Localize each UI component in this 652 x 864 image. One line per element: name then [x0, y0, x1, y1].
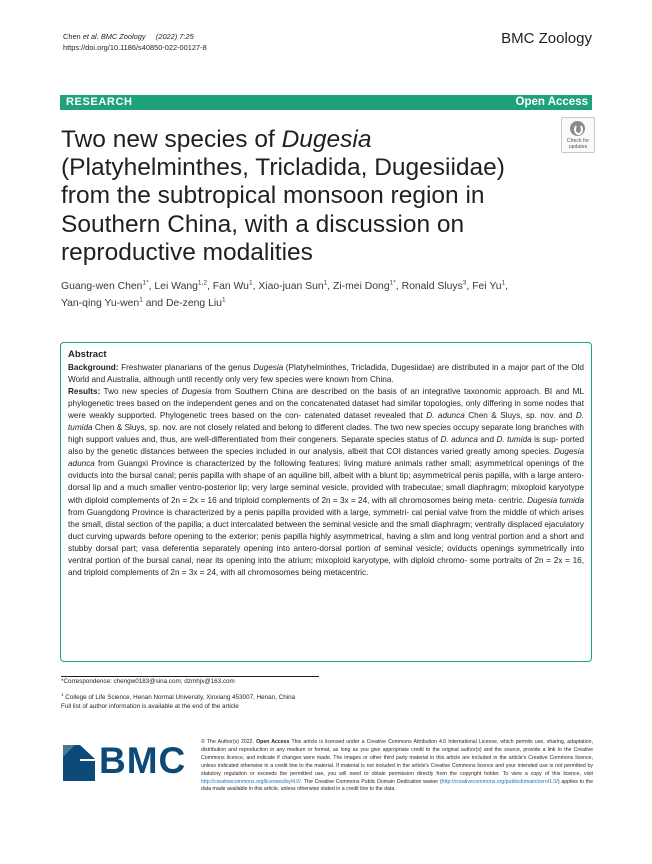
author-name[interactable]: Fan Wu	[212, 281, 249, 292]
author-name[interactable]: Lei Wang	[154, 281, 198, 292]
author-list: Guang-wen Chen$^{1*}$, Lei Wang$^{1,2}$, Fan Wu$^1$, Xiao-juan Sun$^1$, Zi-mei Dong$^{1*}$, Ronald Sluys$^3$, Fei Yu$^1$, Yan-qing Yu-wen$^1$ and De-zeng Liu$^1$	[61, 279, 508, 309]
article-type-label: RESEARCH	[66, 96, 133, 108]
citation-author: Chen	[63, 32, 83, 41]
results-label: Results:	[68, 387, 101, 397]
citation-year-volume: (2022) 7:25	[155, 32, 194, 41]
abstract-box	[60, 342, 592, 662]
article-type-banner	[60, 95, 592, 110]
author-name[interactable]: Zi-mei Dong	[333, 281, 390, 292]
public-domain-link[interactable]: http://creativecommons.org/publicdomain/zero/1.0/	[441, 778, 558, 785]
full-author-info-note: Full list of author information is available at the end of the article	[61, 702, 239, 710]
open-access-label: Open Access	[515, 96, 588, 108]
footnote-divider	[61, 676, 319, 677]
check-for-updates-badge[interactable]	[561, 117, 595, 153]
author-affiliation-marker: 1*	[389, 279, 396, 287]
doi-link[interactable]: https://doi.org/10.1186/s40850-022-00127-8	[63, 43, 207, 52]
title-genus: Dugesia	[281, 126, 372, 153]
author-name[interactable]: Fei Yu	[472, 281, 502, 292]
check-for-updates-label: Check for updates	[566, 138, 590, 150]
abstract-heading: Abstract	[68, 349, 107, 360]
author-affiliation-marker: 1	[501, 279, 506, 287]
author-affiliation-marker: 3	[462, 279, 467, 287]
author-name[interactable]: Guang-wen Chen	[61, 281, 143, 292]
license-link[interactable]: http://creativecommons.org/licenses/by/4.0/	[201, 778, 301, 785]
author-name[interactable]: Yan-qing Yu-wen	[61, 298, 140, 309]
correspondence-note[interactable]: *Correspondence: chengw0183@sina.com; dzmhjx@163.com	[61, 678, 235, 685]
author-affiliation-marker: 1	[139, 296, 143, 304]
author-name[interactable]: De-zeng Liu	[165, 298, 222, 309]
author-affiliation-marker: 1,2	[197, 279, 207, 287]
title-part-2: (Platyhelminthes, Tricladida, Dugesiidae) from the subtropical monsoon region in Southern China, with a discussion on reproductive modalities	[61, 154, 505, 266]
author-affiliation-marker: 1	[248, 279, 253, 287]
abstract-background: Background: Freshwater planarians of the genus Dugesia (Platyhelminthes, Tricladida, Dugesiidae) are distributed in a major part of the Old World and Australia, although until recently only very few species were known from China.	[68, 363, 584, 385]
author-affiliation-marker: 1	[221, 296, 226, 304]
author-name[interactable]: Xiao-juan Sun	[258, 281, 324, 292]
footnotes	[61, 678, 321, 711]
author-name[interactable]: Ronald Sluys	[401, 281, 463, 292]
abstract-results: Results: Two new species of Dugesia from Southern China are described on the basis of an integrative taxonomic approach. BI and ML phylogenetic trees based on the independent genes and on the concatenated dataset had similar topologies, only differing in some nodes that were weakly supported. Phylogenetic trees based on the con- catenated dataset revealed that D. adunca Chen & Sluys, sp. nov. and D. tumida Chen & Sluys, sp. nov. are not closely related and belong to different clades. The two new species occupy separate long branches with high support values and, thus, are well-differentiated from their congeners. Separate species status of D. adunca and D. tumida is sup- ported also by the genetic distances between the species included in our analysis, albeit that COI distances varied greatly among species. Dugesia adunca from Guangxi Province is characterized by the following features: living mature animals rather small; asymmetrical openings of the oviducts into the bursal canal; penis papilla with shape of an aquiline bill, albeit with a blunt tip; asymmetrical penis papilla, with a large antero-dorsal lip and a much smaller ventro-posterior lip; very large seminal vesicle, provided with trabeculae; small diaphragm; mixoploid karyotype with diploid complements of 2n = 2x = 16 and triploid complements of 2n = 3x = 24, with all chromosomes being meta- centric. Dugesia tumida from Guangdong Province is characterized by a penis papilla provided with a large, symmetri- cal penial valve from the middle of which arises the small, distal section of the papilla; a duct intercalated between the seminal vesicle and the small diaphragm; ventrally displaced ejaculatory duct curving upwards before opening to the exterior; penis papilla highly asymmetrical, having a slim and long ventral portion and a short and stubby dorsal part; vasa deferentia separately opening into antero-dorsal portion of seminal vesicle; oviducts openings symmetrically into ventral portion of the bursal canal, near its opening into the atrium; mixoploid karyotype, with diploid chromo- some portraits of 2n = 2x = 16, and triploid complements of 2n = 3x = 24, with all chromosomes being metacentric.	[68, 387, 585, 577]
citation-journal: BMC Zoology	[98, 32, 146, 41]
author-affiliation-marker: 1	[323, 279, 328, 287]
refresh-icon	[570, 121, 585, 136]
bmc-logo	[61, 739, 187, 783]
title-part-1: Two new species of	[61, 126, 282, 153]
bmc-logo-mark-icon	[61, 739, 99, 783]
citation-line	[63, 31, 207, 42]
license-text: © The Author(s) 2022. Open Access This article is licensed under a Creative Commons Attribution 4.0 International License, which permits use, sharing, adaptation, distribution and reproduction in any medium or format, as long as you give appropriate credit to the original author(s) and the source, provide a link to the Creative Commons licence, and indicate if changes were made. The images or other third party material in this article are included in the article's Creative Commons licence, unless indicated otherwise in a credit line to the material. If material is not included in the article's Creative Commons licence and your intended use is not permitted by statutory regulation or exceeds the permitted use, you will need to obtain permission directly from the copyright holder. To view a copy of this licence, visit http://creativecommons.org/licenses/by/4.0/. The Creative Commons Public Domain Dedication waiver (http://creativecommons.org/publicdomain/zero/1.0/) applies to the data made available in this article, unless otherwise stated in a credit line to the data.	[201, 739, 593, 793]
background-label: Background:	[68, 363, 119, 372]
bmc-logo-text: BMC	[99, 740, 187, 781]
author-affiliation-marker: 1*	[142, 279, 149, 287]
affiliation-note: $^1$ College of Life Science, Henan Normal University, Xinxiang 453007, Henan, China	[61, 691, 296, 701]
article-title	[61, 126, 531, 267]
citation-etal: et al.	[82, 32, 99, 41]
journal-name: BMC Zoology	[501, 30, 592, 47]
citation-block	[63, 31, 207, 53]
